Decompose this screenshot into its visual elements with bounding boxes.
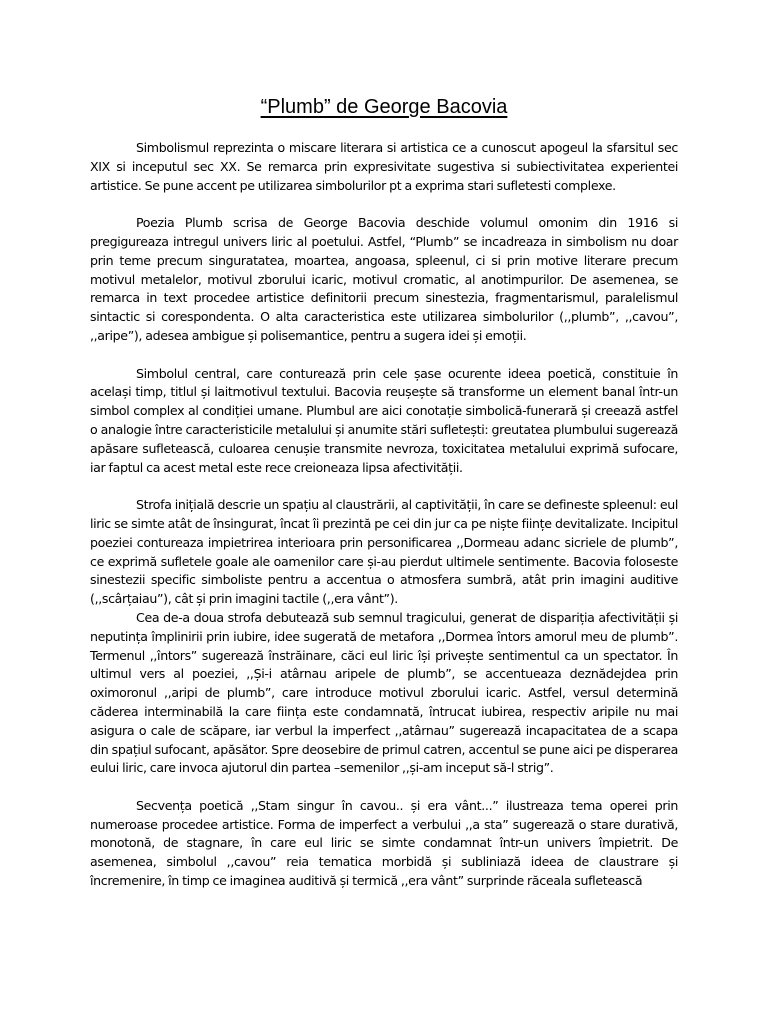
paragraph-poem-overview: Poezia Plumb scrisa de George Bacovia deschide volumul omonim din 1916 si pregigureaza intregul univers liric al poetului. Astfel, “Plumb” se incadreaza in simbolism nu doar prin teme precum singuratatea, moartea, angoasa, spleenul, ci si prin motive literare precum motivul metalelor, motivul zborului icaric, motivul cromatic, al anotimpurilor. De asemenea, se remarca in text procedee artistice definitorii precum sinestezia, fragmentarismul, paralelismul sintactic si corespondenta. O alta caracteristica este utilizarea simbolurilor (,,plumb”, ,,cavou”, ,,aripe”), adesea ambigue și polisemantice, pentru a sugera idei și emoții.	[90, 215, 678, 343]
paragraph-central-symbol: Simbolul central, care conturează prin cele șase ocurente ideea poetică, constituie în același timp, titlul și laitmotivul textului. Bacovia reușește să transforme un element banal într-un simbol complex al condiției umane. Plumbul are aici conotație simbolică-funerară și creează astfel o analogie între caracteristicile metalului și anumite stări sufletești: greutatea plumbului sugerează apăsare sufletească, culoarea cenușie transmite nevroza, toxicitatea metalului exprimă sufocare, iar faptul ca acest metal este rece creioneaza lipsa afectivității.	[90, 365, 678, 475]
paragraph-intro: Simbolismul reprezinta o miscare literara si artistica ce a cunoscut apogeul la sfarsitul sec XIX si inceputul sec XX. Se remarca prin expresivitate sugestiva si subiectivitatea experientei artistice. Se pune accent pe utilizarea simbolurilor pt a exprima stari sufletesti complexe.	[90, 140, 678, 193]
document-body	[90, 139, 678, 910]
paragraph-poetic-sequence: Secvența poetică ,,Stam singur în cavou.. și era vânt...” ilustreaza tema operei prin numeroase procedee artistice. Forma de imperfect a verbului ,,a sta” sugerează o stare durativă, monotonă, de stagnare, în care eul liric se simte condamnat într-un univers împietrit. De asemenea, simbolul ,,cavou” reia tematica morbidă și subliniază ideea de claustrare și încremenire, în timp ce imaginea auditivă și termică ,,era vânt” surprinde răceala sufletească	[90, 797, 678, 889]
paragraph-first-stanza: Strofa inițială descrie un spațiu al claustrării, al captivității, în care se defineste spleenul: eul liric se simte atât de însingurat, încat îi prezintă pe cei din jur ca pe niște ființe devitalizate. Incipitul poeziei contureaza impietrirea interioara prin personificarea ,,Dormeau adanc sicriele de plumb”, ce exprimă sufletele goale ale oamenilor care și-au pierdut ultimele sentimente. Bacovia foloseste sinestezii specific simboliste pentru a accentua o atmosfera sumbră, atât prin imagini auditive (,,scârțaiau”), cât și prin imagini tactile (,,era vânt”).	[90, 497, 679, 607]
document-title: “Plumb” de George Bacovia	[260, 96, 508, 118]
paragraph-second-stanza: Cea de-a doua strofa debutează sub semnul tragicului, generat de dispariția afectivității și neputința împlinirii prin iubire, idee sugerată de metafora ,,Dormea întors amorul meu de plumb”. Termenul ,,întors” sugerează înstrăinare, căci eul liric își privește sentimentul ca un spectator. În ultimul vers al poeziei, ,,Și-i atârnau aripele de plumb”, se accentueaza deznădejdea prin oximoronul ,,aripi de plumb”, care introduce motivul zborului icaric. Astfel, versul determină căderea interminabilă la care ființa este condamnată, întrucat iubirea, respectiv aripile nu mai asigura o cale de scăpare, iar verbul la imperfect ,,atârnau” sugerează incapacitatea de a scapa din spațiul sufocant, apăsător. Spre deosebire de primul catren, accentul se pune aici pe disperarea eului liric, care invoca ajutorul din partea –semenilor ,,și-am inceput să-l strig”.	[90, 609, 678, 776]
